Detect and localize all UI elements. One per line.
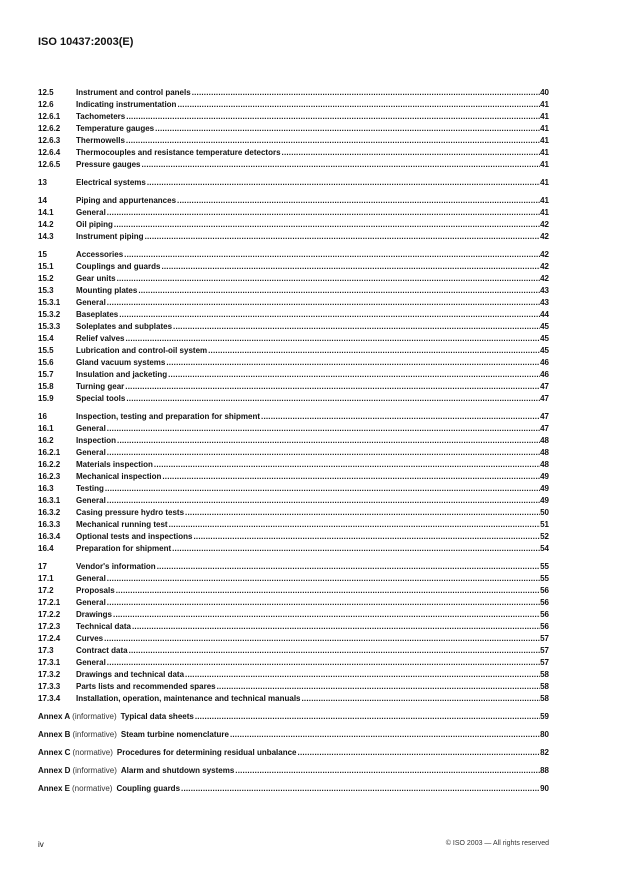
leader-dots bbox=[125, 393, 540, 405]
table-of-contents bbox=[38, 87, 549, 801]
entry-number: 16.1 bbox=[38, 424, 54, 433]
leader-dots bbox=[124, 381, 540, 393]
toc-section bbox=[38, 87, 549, 171]
toc-entry[interactable] bbox=[38, 447, 549, 459]
toc-entry[interactable] bbox=[38, 159, 549, 171]
toc-entry[interactable] bbox=[38, 585, 549, 597]
entry-title: General bbox=[76, 448, 106, 457]
toc-annex-entry[interactable] bbox=[38, 765, 549, 783]
entry-number: 13 bbox=[38, 178, 47, 187]
entry-number: 17 bbox=[38, 562, 47, 571]
entry-number: 15.4 bbox=[38, 334, 54, 343]
entry-page: 49 bbox=[540, 496, 549, 505]
entry-page: 90 bbox=[540, 784, 549, 793]
entry-title: Turning gear bbox=[76, 382, 125, 391]
entry-page: 58 bbox=[540, 694, 549, 703]
entry-title: Piping and appurtenances bbox=[76, 196, 177, 205]
entry-title: Pressure gauges bbox=[76, 160, 141, 169]
entry-number: 15.2 bbox=[38, 274, 54, 283]
entry-title: Instrument and control panels bbox=[76, 88, 191, 97]
entry-number: 16.3.1 bbox=[38, 496, 61, 505]
toc-entry[interactable] bbox=[38, 297, 549, 309]
toc-entry[interactable] bbox=[38, 393, 549, 405]
toc-entry[interactable] bbox=[38, 561, 549, 573]
toc-entry[interactable] bbox=[38, 669, 549, 681]
entry-page: 57 bbox=[540, 634, 549, 643]
toc-entry[interactable] bbox=[38, 135, 549, 147]
leader-dots bbox=[131, 621, 540, 633]
leader-dots bbox=[216, 681, 540, 693]
page-number: iv bbox=[38, 840, 44, 849]
entry-page: 49 bbox=[540, 472, 549, 481]
entry-page: 48 bbox=[540, 436, 549, 445]
entry-title: Vendor's information bbox=[76, 562, 156, 571]
annex-type: (informative) bbox=[72, 712, 117, 721]
entry-title: Testing bbox=[76, 484, 104, 493]
entry-page: 45 bbox=[540, 322, 549, 331]
entry-page: 41 bbox=[540, 178, 549, 187]
entry-page: 40 bbox=[540, 88, 549, 97]
entry-page: 41 bbox=[540, 160, 549, 169]
entry-title: Mechanical running test bbox=[76, 520, 168, 529]
entry-title: General bbox=[76, 658, 106, 667]
entry-page: 41 bbox=[540, 136, 549, 145]
entry-page: 48 bbox=[540, 448, 549, 457]
toc-entry[interactable] bbox=[38, 423, 549, 435]
leader-dots bbox=[301, 693, 541, 705]
toc-section bbox=[38, 411, 549, 555]
entry-number: 12.6.1 bbox=[38, 112, 61, 121]
entry-title: Casing pressure hydro tests bbox=[76, 508, 185, 517]
entry-page: 57 bbox=[540, 658, 549, 667]
leader-dots bbox=[116, 273, 541, 285]
leader-dots bbox=[207, 345, 540, 357]
leader-dots bbox=[116, 435, 540, 447]
leader-dots bbox=[168, 519, 541, 531]
entry-page: 47 bbox=[540, 394, 549, 403]
leader-dots bbox=[260, 411, 540, 423]
leader-dots bbox=[106, 573, 540, 585]
toc-section bbox=[38, 561, 549, 705]
entry-title: Temperature gauges bbox=[76, 124, 155, 133]
entry-number: 15.5 bbox=[38, 346, 54, 355]
entry-number: 12.6.4 bbox=[38, 148, 61, 157]
entry-number: 15.3.3 bbox=[38, 322, 61, 331]
annex-label: Annex E bbox=[38, 784, 71, 793]
leader-dots bbox=[156, 561, 540, 573]
entry-title: Oil piping bbox=[76, 220, 113, 229]
leader-dots bbox=[124, 333, 540, 345]
leader-dots bbox=[106, 597, 540, 609]
leader-dots bbox=[137, 285, 540, 297]
entry-title: Thermowells bbox=[76, 136, 125, 145]
leader-dots bbox=[165, 357, 540, 369]
leader-dots bbox=[161, 471, 540, 483]
annex-label: Annex B bbox=[38, 730, 71, 739]
entry-title: Tachometers bbox=[76, 112, 126, 121]
entry-number: 14 bbox=[38, 196, 47, 205]
annex-title-group bbox=[38, 783, 180, 801]
toc-entry[interactable] bbox=[38, 381, 549, 393]
toc-entry[interactable] bbox=[38, 87, 549, 99]
annex-type: (informative) bbox=[72, 730, 117, 739]
leader-dots bbox=[184, 507, 540, 519]
leader-dots bbox=[297, 747, 541, 765]
entry-number: 16.2.2 bbox=[38, 460, 61, 469]
leader-dots bbox=[128, 645, 541, 657]
entry-title: Contract data bbox=[76, 646, 128, 655]
toc-entry[interactable] bbox=[38, 231, 549, 243]
annex-type: (normative) bbox=[72, 784, 113, 793]
entry-page: 50 bbox=[540, 508, 549, 517]
entry-number: 12.6 bbox=[38, 100, 54, 109]
entry-number: 16.3.4 bbox=[38, 532, 61, 541]
annex-label: Annex D bbox=[38, 766, 71, 775]
entry-number: 15.6 bbox=[38, 358, 54, 367]
entry-number: 16.3.3 bbox=[38, 520, 61, 529]
entry-page: 46 bbox=[540, 370, 549, 379]
leader-dots bbox=[184, 669, 540, 681]
toc-section bbox=[38, 177, 549, 189]
entry-page: 54 bbox=[540, 544, 549, 553]
entry-page: 48 bbox=[540, 460, 549, 469]
entry-number: 17.3.4 bbox=[38, 694, 61, 703]
annex-title: Coupling guards bbox=[116, 784, 181, 793]
entry-page: 80 bbox=[540, 730, 549, 739]
leader-dots bbox=[191, 87, 540, 99]
entry-page: 46 bbox=[540, 358, 549, 367]
toc-entry[interactable] bbox=[38, 249, 549, 261]
entry-title: Mechanical inspection bbox=[76, 472, 162, 481]
entry-page: 43 bbox=[540, 298, 549, 307]
entry-page: 52 bbox=[540, 532, 549, 541]
entry-page: 41 bbox=[540, 196, 549, 205]
entry-page: 45 bbox=[540, 346, 549, 355]
toc-entry[interactable] bbox=[38, 219, 549, 231]
entry-title: Inspection bbox=[76, 436, 117, 445]
entry-page: 42 bbox=[540, 232, 549, 241]
entry-number: 15.3 bbox=[38, 286, 54, 295]
leader-dots bbox=[106, 495, 540, 507]
entry-page: 41 bbox=[540, 208, 549, 217]
entry-number: 17.2 bbox=[38, 586, 54, 595]
entry-page: 55 bbox=[540, 562, 549, 571]
leader-dots bbox=[140, 159, 540, 171]
leader-dots bbox=[118, 309, 540, 321]
leader-dots bbox=[194, 711, 540, 729]
entry-title: Special tools bbox=[76, 394, 126, 403]
entry-number: 17.2.1 bbox=[38, 598, 61, 607]
entry-number: 17.3 bbox=[38, 646, 54, 655]
entry-title: Materials inspection bbox=[76, 460, 153, 469]
leader-dots bbox=[113, 219, 540, 231]
entry-page: 42 bbox=[540, 220, 549, 229]
leader-dots bbox=[106, 447, 540, 459]
entry-number: 15.3.2 bbox=[38, 310, 61, 319]
annex-label: Annex A bbox=[38, 712, 71, 721]
entry-number: 17.3.3 bbox=[38, 682, 61, 691]
entry-page: 56 bbox=[540, 610, 549, 619]
document-header: ISO 10437:2003(E) bbox=[38, 36, 134, 48]
leader-dots bbox=[281, 147, 541, 159]
annex-type: (normative) bbox=[72, 748, 113, 757]
toc-entry[interactable] bbox=[38, 609, 549, 621]
entry-title: Gland vacuum systems bbox=[76, 358, 166, 367]
toc-entry[interactable] bbox=[38, 459, 549, 471]
entry-page: 56 bbox=[540, 622, 549, 631]
entry-title: Mounting plates bbox=[76, 286, 138, 295]
annex-title: Procedures for determining residual unbalance bbox=[116, 748, 297, 757]
annex-title-group bbox=[38, 711, 194, 729]
entry-title: General bbox=[76, 496, 106, 505]
toc-annex-entry[interactable] bbox=[38, 747, 549, 765]
entry-page: 56 bbox=[540, 598, 549, 607]
toc-entry[interactable] bbox=[38, 681, 549, 693]
entry-page: 41 bbox=[540, 148, 549, 157]
entry-number: 16 bbox=[38, 412, 47, 421]
toc-entry[interactable] bbox=[38, 369, 549, 381]
entry-number: 15.3.1 bbox=[38, 298, 61, 307]
leader-dots bbox=[234, 765, 540, 783]
entry-title: Drawings bbox=[76, 610, 113, 619]
entry-number: 16.2.1 bbox=[38, 448, 61, 457]
toc-annex-entry[interactable] bbox=[38, 729, 549, 747]
entry-title: Relief valves bbox=[76, 334, 125, 343]
entry-number: 15.8 bbox=[38, 382, 54, 391]
annex-title-group bbox=[38, 747, 297, 765]
entry-page: 42 bbox=[540, 262, 549, 271]
entry-page: 45 bbox=[540, 334, 549, 343]
toc-entry[interactable] bbox=[38, 519, 549, 531]
entry-title: Parts lists and recommended spares bbox=[76, 682, 216, 691]
entry-number: 12.6.5 bbox=[38, 160, 61, 169]
entry-page: 56 bbox=[540, 586, 549, 595]
entry-number: 15.9 bbox=[38, 394, 54, 403]
entry-page: 41 bbox=[540, 112, 549, 121]
toc-entry[interactable] bbox=[38, 507, 549, 519]
toc-entry[interactable] bbox=[38, 333, 549, 345]
entry-title: Lubrication and control-oil system bbox=[76, 346, 208, 355]
annex-type: (informative) bbox=[72, 766, 117, 775]
leader-dots bbox=[153, 459, 540, 471]
entry-number: 14.2 bbox=[38, 220, 54, 229]
entry-title: Drawings and technical data bbox=[76, 670, 185, 679]
leader-dots bbox=[106, 297, 540, 309]
annex-title-group bbox=[38, 765, 234, 783]
leader-dots bbox=[171, 543, 540, 555]
annex-title: Typical data sheets bbox=[120, 712, 194, 721]
entry-page: 47 bbox=[540, 382, 549, 391]
entry-title: Indicating instrumentation bbox=[76, 100, 177, 109]
entry-title: Technical data bbox=[76, 622, 131, 631]
entry-page: 58 bbox=[540, 682, 549, 691]
entry-page: 51 bbox=[540, 520, 549, 529]
toc-entry[interactable] bbox=[38, 645, 549, 657]
leader-dots bbox=[106, 207, 540, 219]
leader-dots bbox=[180, 783, 540, 801]
entry-page: 41 bbox=[540, 124, 549, 133]
toc-entry[interactable] bbox=[38, 345, 549, 357]
entry-page: 55 bbox=[540, 574, 549, 583]
entry-title: Couplings and guards bbox=[76, 262, 161, 271]
toc-entry[interactable] bbox=[38, 261, 549, 273]
leader-dots bbox=[125, 111, 540, 123]
entry-title: General bbox=[76, 208, 106, 217]
leader-dots bbox=[146, 177, 540, 189]
entry-number: 16.2.3 bbox=[38, 472, 61, 481]
entry-page: 82 bbox=[540, 748, 549, 757]
copyright-notice: © ISO 2003 — All rights reserved bbox=[445, 840, 549, 847]
entry-page: 59 bbox=[540, 712, 549, 721]
entry-number: 15.7 bbox=[38, 370, 54, 379]
toc-entry[interactable] bbox=[38, 693, 549, 705]
leader-dots bbox=[154, 123, 540, 135]
leader-dots bbox=[104, 483, 540, 495]
entry-number: 17.2.2 bbox=[38, 610, 61, 619]
leader-dots bbox=[172, 321, 540, 333]
entry-number: 12.6.2 bbox=[38, 124, 61, 133]
leader-dots bbox=[176, 99, 540, 111]
annex-title-group bbox=[38, 729, 229, 747]
entry-title: Thermocouples and resistance temperature detectors bbox=[76, 148, 281, 157]
entry-title: Baseplates bbox=[76, 310, 119, 319]
annex-title: Alarm and shutdown systems bbox=[120, 766, 235, 775]
toc-section bbox=[38, 195, 549, 243]
toc-entry[interactable] bbox=[38, 597, 549, 609]
toc-entry[interactable] bbox=[38, 435, 549, 447]
entry-page: 47 bbox=[540, 424, 549, 433]
toc-entry[interactable] bbox=[38, 321, 549, 333]
entry-title: Inspection, testing and preparation for shipment bbox=[76, 412, 261, 421]
toc-entry[interactable] bbox=[38, 621, 549, 633]
toc-entry[interactable] bbox=[38, 195, 549, 207]
toc-entry[interactable] bbox=[38, 633, 549, 645]
entry-number: 17.3.2 bbox=[38, 670, 61, 679]
entry-number: 17.2.4 bbox=[38, 634, 61, 643]
entry-title: Instrument piping bbox=[76, 232, 144, 241]
entry-number: 16.2 bbox=[38, 436, 54, 445]
toc-annex-entry[interactable] bbox=[38, 711, 549, 729]
leader-dots bbox=[106, 657, 540, 669]
entry-page: 42 bbox=[540, 274, 549, 283]
entry-page: 42 bbox=[540, 250, 549, 259]
toc-entry[interactable] bbox=[38, 657, 549, 669]
toc-entry[interactable] bbox=[38, 471, 549, 483]
toc-entry[interactable] bbox=[38, 123, 549, 135]
toc-entry[interactable] bbox=[38, 177, 549, 189]
entry-title: Accessories bbox=[76, 250, 124, 259]
entry-page: 57 bbox=[540, 646, 549, 655]
entry-page: 88 bbox=[540, 766, 549, 775]
leader-dots bbox=[115, 585, 540, 597]
entry-title: Soleplates and subplates bbox=[76, 322, 173, 331]
entry-title: Proposals bbox=[76, 586, 115, 595]
toc-entry[interactable] bbox=[38, 411, 549, 423]
leader-dots bbox=[160, 261, 540, 273]
entry-number: 16.3 bbox=[38, 484, 54, 493]
entry-number: 12.5 bbox=[38, 88, 54, 97]
entry-title: General bbox=[76, 574, 106, 583]
leader-dots bbox=[106, 423, 540, 435]
entry-title: Insulation and jacketing bbox=[76, 370, 168, 379]
entry-title: General bbox=[76, 598, 106, 607]
entry-page: 49 bbox=[540, 484, 549, 493]
entry-title: General bbox=[76, 424, 106, 433]
entry-number: 17.1 bbox=[38, 574, 54, 583]
toc-section bbox=[38, 249, 549, 405]
annex-label: Annex C bbox=[38, 748, 71, 757]
leader-dots bbox=[144, 231, 541, 243]
toc-entry[interactable] bbox=[38, 495, 549, 507]
entry-number: 15.1 bbox=[38, 262, 54, 271]
entry-page: 47 bbox=[540, 412, 549, 421]
entry-number: 15 bbox=[38, 250, 47, 259]
entry-page: 44 bbox=[540, 310, 549, 319]
toc-entry[interactable] bbox=[38, 147, 549, 159]
toc-entry[interactable] bbox=[38, 285, 549, 297]
entry-number: 12.6.3 bbox=[38, 136, 61, 145]
toc-entry[interactable] bbox=[38, 357, 549, 369]
leader-dots bbox=[192, 531, 540, 543]
entry-title: Curves bbox=[76, 634, 104, 643]
leader-dots bbox=[103, 633, 540, 645]
toc-entry[interactable] bbox=[38, 111, 549, 123]
entry-number: 17.2.3 bbox=[38, 622, 61, 631]
entry-title: Preparation for shipment bbox=[76, 544, 172, 553]
entry-page: 43 bbox=[540, 286, 549, 295]
toc-annex-entry[interactable] bbox=[38, 783, 549, 801]
leader-dots bbox=[167, 369, 540, 381]
leader-dots bbox=[229, 729, 540, 747]
annex-title: Steam turbine nomenclature bbox=[120, 730, 229, 739]
toc-entry[interactable] bbox=[38, 531, 549, 543]
entry-number: 14.1 bbox=[38, 208, 54, 217]
toc-entry[interactable] bbox=[38, 99, 549, 111]
entry-number: 14.3 bbox=[38, 232, 54, 241]
entry-title: Installation, operation, maintenance and technical manuals bbox=[76, 694, 301, 703]
toc-entry[interactable] bbox=[38, 273, 549, 285]
toc-entry[interactable] bbox=[38, 309, 549, 321]
leader-dots bbox=[125, 135, 540, 147]
leader-dots bbox=[123, 249, 540, 261]
entry-page: 41 bbox=[540, 100, 549, 109]
toc-entry[interactable] bbox=[38, 207, 549, 219]
entry-title: Gear units bbox=[76, 274, 116, 283]
leader-dots bbox=[112, 609, 540, 621]
entry-page: 58 bbox=[540, 670, 549, 679]
entry-title: General bbox=[76, 298, 106, 307]
entry-title: Optional tests and inspections bbox=[76, 532, 193, 541]
entry-number: 16.3.2 bbox=[38, 508, 61, 517]
leader-dots bbox=[176, 195, 540, 207]
toc-entry[interactable] bbox=[38, 543, 549, 555]
entry-number: 17.3.1 bbox=[38, 658, 61, 667]
toc-entry[interactable] bbox=[38, 483, 549, 495]
entry-title: Electrical systems bbox=[76, 178, 146, 187]
entry-number: 16.4 bbox=[38, 544, 54, 553]
toc-entry[interactable] bbox=[38, 573, 549, 585]
